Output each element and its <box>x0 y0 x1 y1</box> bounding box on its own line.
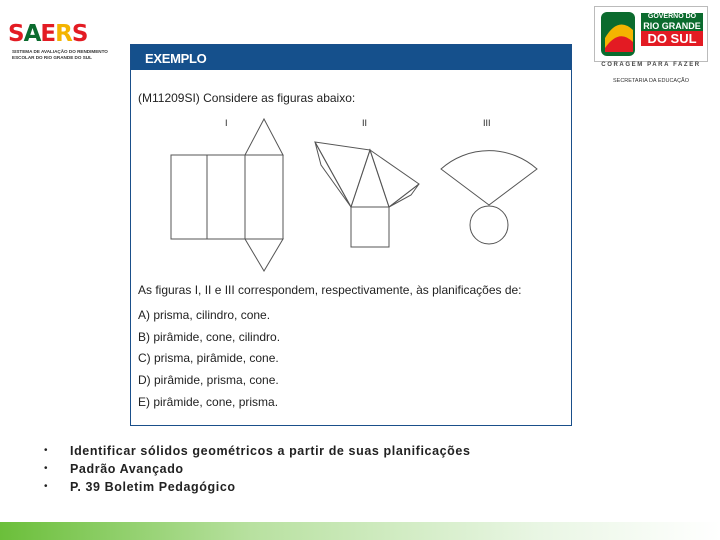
option-d: D) pirâmide, prisma, cone. <box>138 373 279 387</box>
saers-letter: R <box>55 21 72 47</box>
statement-text: As figuras I, II e III correspondem, respectivamente, às planificações de: <box>138 283 522 297</box>
option-b: B) pirâmide, cone, cilindro. <box>138 330 281 344</box>
gov-line-1: GOVERNO DO <box>641 13 703 21</box>
gov-title <box>641 13 703 46</box>
example-title: EXEMPLO <box>145 51 207 66</box>
example-panel <box>130 44 572 426</box>
saers-logo <box>8 22 120 66</box>
bullet-icon: • <box>44 463 48 474</box>
bottom-gradient-bar <box>0 522 720 540</box>
saers-letter: S <box>71 21 88 47</box>
question-text: (M11209SI) Considere as figuras abaixo: <box>138 91 356 105</box>
bullet-icon: • <box>44 481 48 492</box>
bullet-text: P. 39 Boletim Pedagógico <box>70 480 236 494</box>
example-header <box>131 45 571 70</box>
bullet-text: Identificar sólidos geométricos a partir de suas planificações <box>70 444 471 458</box>
figure-label-1: I <box>225 118 228 128</box>
gov-tagline: CORAGEM PARA FAZER <box>601 62 701 68</box>
saers-subtitle: SISTEMA DE AVALIAÇÃO DO RENDIMENTO ESCOLAR DO RIO GRANDE DO SUL <box>12 49 108 60</box>
saers-letter: S <box>8 21 24 47</box>
gov-line-2: RIO GRANDE <box>641 21 703 31</box>
gov-line-3: DO SUL <box>641 31 703 46</box>
prism-net <box>171 119 283 271</box>
option-a: A) prisma, cilindro, cone. <box>138 308 271 322</box>
saers-letter: A <box>23 21 41 47</box>
planificacoes-figures <box>131 115 571 285</box>
figure-label-3: III <box>483 118 491 128</box>
bullet-text: Padrão Avançado <box>70 462 184 476</box>
option-e: E) pirâmide, cone, prisma. <box>138 395 279 409</box>
gov-emblem-icon <box>597 8 641 60</box>
pyramid-net <box>315 142 419 247</box>
bullet-icon: • <box>44 445 48 456</box>
cone-net <box>441 151 537 244</box>
gov-rs-logo <box>592 6 708 86</box>
gov-secretaria: SECRETARIA DA EDUCAÇÃO <box>613 78 689 84</box>
saers-letter: E <box>40 21 56 47</box>
figure-label-2: II <box>362 118 368 128</box>
option-c: C) prisma, pirâmide, cone. <box>138 351 279 365</box>
gov-logo-box <box>594 6 708 62</box>
saers-wordmark <box>8 22 87 46</box>
